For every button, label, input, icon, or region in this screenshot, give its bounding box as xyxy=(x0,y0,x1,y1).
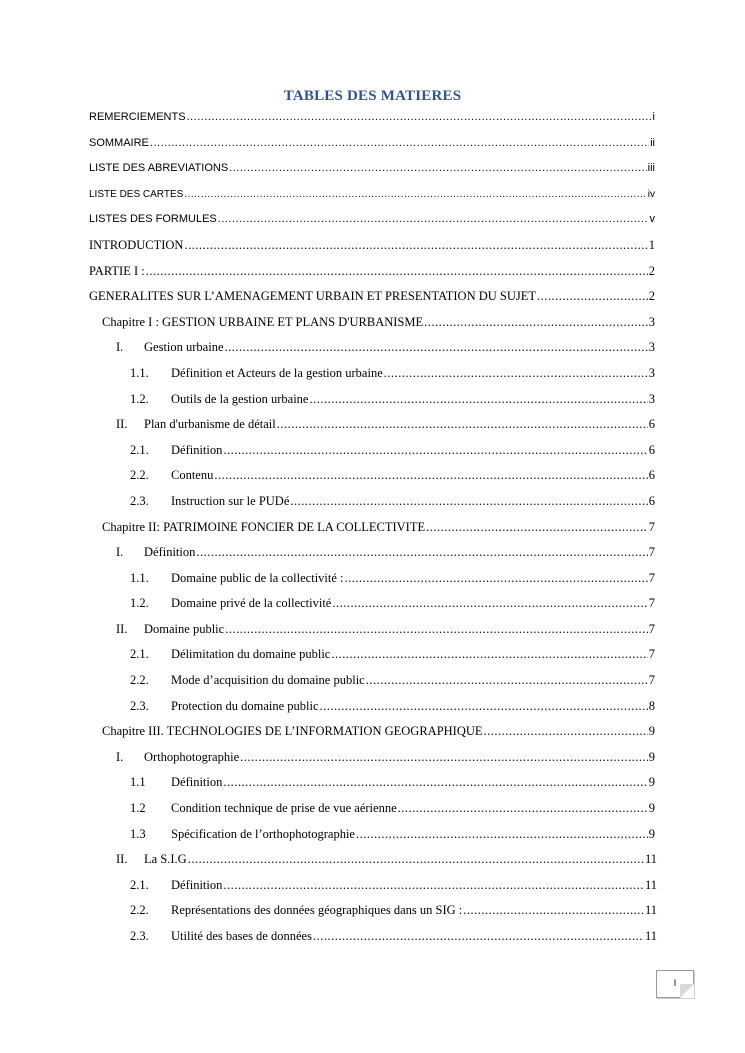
toc-entry-page: ii xyxy=(650,136,655,149)
toc-entry-section[interactable] xyxy=(0,412,745,438)
toc-entry-number: I. xyxy=(116,545,124,560)
toc-entry-number: I. xyxy=(116,749,124,764)
dot-leader xyxy=(225,617,648,643)
toc-entry-number: I. xyxy=(116,340,124,355)
toc-title: TABLES DES MATIERES xyxy=(283,88,462,104)
toc-entry-number: 1.3 xyxy=(130,826,146,841)
toc-entry-label: Chapitre III. TECHNOLOGIES DE L’INFORMATION GEOGRAPHIQUE xyxy=(102,724,483,739)
toc-entry-subsection[interactable] xyxy=(0,489,745,515)
toc-entry-label: Définition xyxy=(171,877,223,892)
toc-entry-subsection[interactable] xyxy=(0,668,745,694)
toc-entry-subsection[interactable] xyxy=(0,387,745,413)
toc-entry-number: 1.2 xyxy=(130,801,146,816)
dot-leader xyxy=(331,642,647,668)
dot-leader xyxy=(218,207,649,233)
toc-entry-number: 2.2. xyxy=(130,673,149,688)
toc-entry-page: 6 xyxy=(648,417,655,432)
toc-entry-label: Domaine public de la collectivité : xyxy=(171,570,344,585)
toc-entry-subsection[interactable] xyxy=(0,822,745,848)
toc-entry-label: Gestion urbaine xyxy=(144,340,224,355)
toc-entry-label: INTRODUCTION xyxy=(89,237,184,252)
toc-entry-page: 7 xyxy=(648,545,655,560)
toc-entry-label: SOMMAIRE xyxy=(89,136,149,149)
toc-entry-label: Définition xyxy=(171,775,223,790)
toc-entry-page: 7 xyxy=(648,519,655,534)
toc-entry-page: 9 xyxy=(648,775,655,790)
dot-leader xyxy=(240,745,648,771)
dot-leader xyxy=(225,335,648,361)
toc-entry-page: 9 xyxy=(648,724,655,739)
toc-entry-section[interactable] xyxy=(0,335,745,361)
toc-entry-label: Protection du domaine public xyxy=(171,698,319,713)
toc-entry-page: 11 xyxy=(644,929,657,943)
toc-entry-label: Délimitation du domaine public xyxy=(171,647,331,662)
toc-entry-number: 2.1. xyxy=(130,647,149,662)
dot-leader xyxy=(229,156,646,182)
toc-entry-label: Domaine privé de la collectivité xyxy=(171,596,332,611)
toc-entry-section[interactable] xyxy=(0,745,745,771)
dot-leader xyxy=(184,233,647,259)
toc-entry-label: LISTE DES CARTES xyxy=(89,188,184,200)
toc-entry-label: LISTE DES ABREVIATIONS xyxy=(89,162,229,175)
toc-entry-label: Définition xyxy=(171,442,223,457)
toc-entry-sommaire[interactable] xyxy=(0,131,745,157)
table-of-contents xyxy=(0,105,745,950)
toc-entry-label: Mode d’acquisition du domaine public xyxy=(171,673,365,688)
toc-entry-page: 7 xyxy=(648,647,655,662)
toc-entry-page: iv xyxy=(647,188,655,200)
dot-leader xyxy=(332,591,647,617)
toc-entry-page: 7 xyxy=(648,621,655,636)
toc-entry-chapitre-1[interactable] xyxy=(0,310,745,336)
toc-entry-number: II. xyxy=(116,852,128,867)
toc-entry-section[interactable] xyxy=(0,617,745,643)
toc-entry-page: 7 xyxy=(648,570,655,585)
dot-leader xyxy=(309,387,647,413)
dot-leader xyxy=(366,668,648,694)
dot-leader xyxy=(223,438,647,464)
dot-leader xyxy=(484,719,648,745)
toc-entry-number: II. xyxy=(116,417,128,432)
toc-entry-label: Représentations des données géographiques dans un SIG : xyxy=(171,903,463,918)
toc-entry-subsection[interactable] xyxy=(0,642,745,668)
toc-entry-label: Contenu xyxy=(171,468,214,483)
toc-entry-liste-cartes[interactable] xyxy=(0,182,745,208)
toc-entry-page: 2 xyxy=(648,289,655,304)
toc-entry-label: Domaine public xyxy=(144,621,225,636)
toc-entry-page: iii xyxy=(647,162,655,175)
toc-entry-subsection[interactable] xyxy=(0,566,745,592)
toc-entry-number: 1.1. xyxy=(130,570,149,585)
toc-entry-label: Orthophotographie xyxy=(144,749,240,764)
page-number: I xyxy=(673,978,677,988)
toc-entry-chapitre-2[interactable] xyxy=(0,515,745,541)
dot-leader xyxy=(424,310,648,336)
dot-leader xyxy=(277,412,648,438)
toc-entry-section[interactable] xyxy=(0,847,745,873)
dot-leader xyxy=(463,898,644,924)
toc-entry-label: Chapitre II: PATRIMOINE FONCIER DE LA COLLECTIVITE xyxy=(102,519,426,534)
toc-entry-subsection[interactable] xyxy=(0,694,745,720)
dot-leader xyxy=(223,873,644,899)
toc-entry-number: 2.1. xyxy=(130,877,149,892)
dot-leader xyxy=(150,131,649,157)
toc-entry-label: Plan d'urbanisme de détail xyxy=(144,417,276,432)
toc-entry-label: GENERALITES SUR L’AMENAGEMENT URBAIN ET PRESENTATION DU SUJET xyxy=(89,289,537,304)
toc-entry-page: 8 xyxy=(648,698,655,713)
toc-entry-number: 1.2. xyxy=(130,391,149,406)
toc-entry-chapitre-3[interactable] xyxy=(0,719,745,745)
dot-leader xyxy=(345,566,648,592)
toc-entry-number: 2.1. xyxy=(130,442,149,457)
toc-entry-page: 11 xyxy=(644,877,657,892)
toc-entry-label: Outils de la gestion urbaine xyxy=(171,391,309,406)
dot-leader xyxy=(214,463,647,489)
page-number-box xyxy=(656,970,694,998)
dot-leader xyxy=(187,105,652,131)
toc-entry-subsection[interactable] xyxy=(0,361,745,387)
toc-entry-page: 6 xyxy=(648,468,655,483)
toc-entry-subsection[interactable] xyxy=(0,873,745,899)
toc-entry-subsection[interactable] xyxy=(0,591,745,617)
toc-entry-page: 3 xyxy=(648,391,655,406)
toc-entry-label: Spécification de l’orthophotographie xyxy=(171,826,355,841)
toc-entry-page: 11 xyxy=(644,903,657,918)
toc-entry-page: 3 xyxy=(648,314,655,329)
toc-entry-number: 2.3. xyxy=(130,493,149,508)
toc-entry-subsection[interactable] xyxy=(0,438,745,464)
dot-leader xyxy=(320,694,648,720)
toc-entry-page: 6 xyxy=(648,442,655,457)
toc-entry-label: Chapitre I : GESTION URBAINE ET PLANS D'URBANISME xyxy=(102,314,424,329)
dot-leader xyxy=(188,847,644,873)
toc-entry-label: PARTIE I : xyxy=(89,263,145,278)
dot-leader xyxy=(356,822,648,848)
toc-entry-label: REMERCIEMENTS xyxy=(89,111,186,123)
dot-leader xyxy=(398,796,648,822)
toc-entry-page: i xyxy=(652,111,655,123)
toc-entry-subsection[interactable] xyxy=(0,463,745,489)
toc-entry-label: Instruction sur le PUDé xyxy=(171,493,290,508)
toc-entry-page: 7 xyxy=(648,596,655,611)
toc-entry-subsection[interactable] xyxy=(0,770,745,796)
toc-entry-number: 2.2. xyxy=(130,468,149,483)
toc-entry-listes-formules[interactable] xyxy=(0,207,745,233)
toc-entry-liste-abreviations[interactable] xyxy=(0,156,745,182)
dot-leader xyxy=(384,361,648,387)
toc-entry-page: 6 xyxy=(648,493,655,508)
toc-entry-page: 1 xyxy=(648,237,655,252)
toc-entry-label: Définition et Acteurs de la gestion urbaine xyxy=(171,365,383,380)
toc-entry-number: 1.1. xyxy=(130,365,149,380)
toc-entry-page: 11 xyxy=(644,852,657,867)
toc-entry-subsection[interactable] xyxy=(0,898,745,924)
toc-entry-label: Condition technique de prise de vue aérienne xyxy=(171,801,397,816)
dot-leader xyxy=(537,284,648,310)
toc-entry-page: v xyxy=(649,213,655,226)
dot-leader xyxy=(146,259,648,285)
toc-entry-page: 9 xyxy=(648,801,655,816)
toc-entry-label: Définition xyxy=(144,545,196,560)
toc-entry-page: 3 xyxy=(648,340,655,355)
dot-leader xyxy=(313,924,644,950)
dot-leader xyxy=(223,770,647,796)
toc-entry-number: 1.1 xyxy=(130,775,146,790)
dot-leader xyxy=(426,515,648,541)
dot-leader xyxy=(184,182,646,208)
toc-entry-label: LISTES DES FORMULES xyxy=(89,213,217,226)
toc-entry-subsection[interactable] xyxy=(0,796,745,822)
toc-entry-remerciements[interactable] xyxy=(0,105,745,131)
toc-entry-subsection[interactable] xyxy=(0,924,745,950)
toc-entry-partie-1[interactable] xyxy=(0,259,745,285)
toc-entry-section[interactable] xyxy=(0,540,745,566)
toc-entry-number: 2.3. xyxy=(130,698,149,713)
toc-entry-number: II. xyxy=(116,621,128,636)
toc-entry-page: 7 xyxy=(648,673,655,688)
dot-leader xyxy=(196,540,647,566)
toc-entry-number: 2.2. xyxy=(130,903,149,918)
toc-entry-page: 3 xyxy=(648,365,655,380)
toc-entry-generalites[interactable] xyxy=(0,284,745,310)
toc-entry-page: 9 xyxy=(648,826,655,841)
toc-entry-label: Utilité des bases de données xyxy=(171,929,312,943)
toc-entry-page: 9 xyxy=(648,749,655,764)
page-fold-icon xyxy=(680,984,694,998)
toc-entry-number: 1.2. xyxy=(130,596,149,611)
toc-entry-label: La S.I.G xyxy=(144,852,187,867)
toc-entry-page: 2 xyxy=(648,263,655,278)
toc-entry-introduction[interactable] xyxy=(0,233,745,259)
dot-leader xyxy=(290,489,647,515)
toc-entry-number: 2.3. xyxy=(130,929,149,943)
